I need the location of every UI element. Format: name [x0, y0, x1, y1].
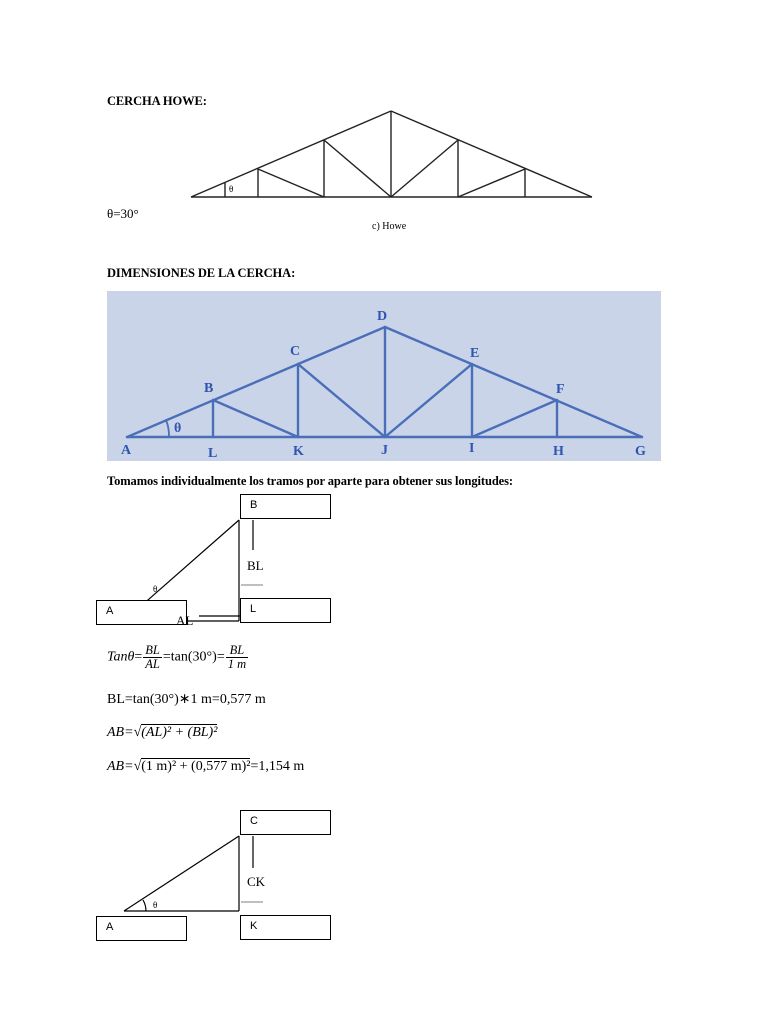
truss-dimensions-diagram: [107, 291, 661, 461]
truss-theta-label: θ: [174, 421, 182, 436]
node-label-k: K: [293, 444, 304, 459]
tri1-theta-label: θ: [153, 584, 158, 594]
tri1-bottom-label: AL: [176, 613, 194, 628]
node-label-a: A: [121, 443, 132, 458]
node-label-d: D: [377, 309, 388, 324]
howe-theta-label: θ: [229, 184, 234, 194]
node-label-g: G: [635, 444, 646, 459]
intro-text: Tomamos individualmente los tramos por aparte para obtener sus longitudes:: [107, 474, 513, 488]
node-label-e: E: [470, 346, 480, 361]
node-label-j: J: [381, 443, 388, 458]
equation-bl: BL=tan(30°)∗1 m=0,577 m: [107, 692, 266, 707]
label-box-k: K: [240, 915, 331, 940]
label-box-l: L: [240, 598, 331, 623]
label-box-c: C: [240, 810, 331, 835]
howe-truss-sketch: [185, 108, 595, 236]
node-label-f: F: [556, 382, 565, 397]
heading-dimensiones: DIMENSIONES DE LA CERCHA:: [107, 266, 296, 280]
equation-ab-value: AB=√(1 m)² + (0,577 m)²=1,154 m: [107, 759, 305, 774]
label-box-a: A: [96, 600, 187, 625]
heading-cercha-howe: CERCHA HOWE:: [107, 94, 207, 108]
tri2-side-label: CK: [247, 874, 266, 889]
node-label-b: B: [204, 381, 214, 396]
theta-equation: θ=30°: [107, 206, 139, 221]
equation-ab-general: AB=√(AL)² + (BL)²: [107, 725, 218, 740]
node-label-l: L: [208, 446, 218, 461]
label-box-a-2: A: [96, 916, 187, 941]
tri1-side-label: BL: [247, 558, 264, 573]
node-label-i: I: [469, 441, 475, 456]
node-label-c: C: [290, 344, 301, 359]
tri2-theta-label: θ: [153, 900, 158, 910]
label-box-b: B: [240, 494, 331, 519]
howe-caption: c) Howe: [372, 221, 407, 232]
node-label-h: H: [553, 444, 564, 459]
equation-tan-theta: Tanθ= $\frac{BL}{AL}$ =tan(30°)= $\frac{BL}{1 m}$: [107, 643, 247, 671]
triangle-ack-diagram: [96, 828, 346, 918]
